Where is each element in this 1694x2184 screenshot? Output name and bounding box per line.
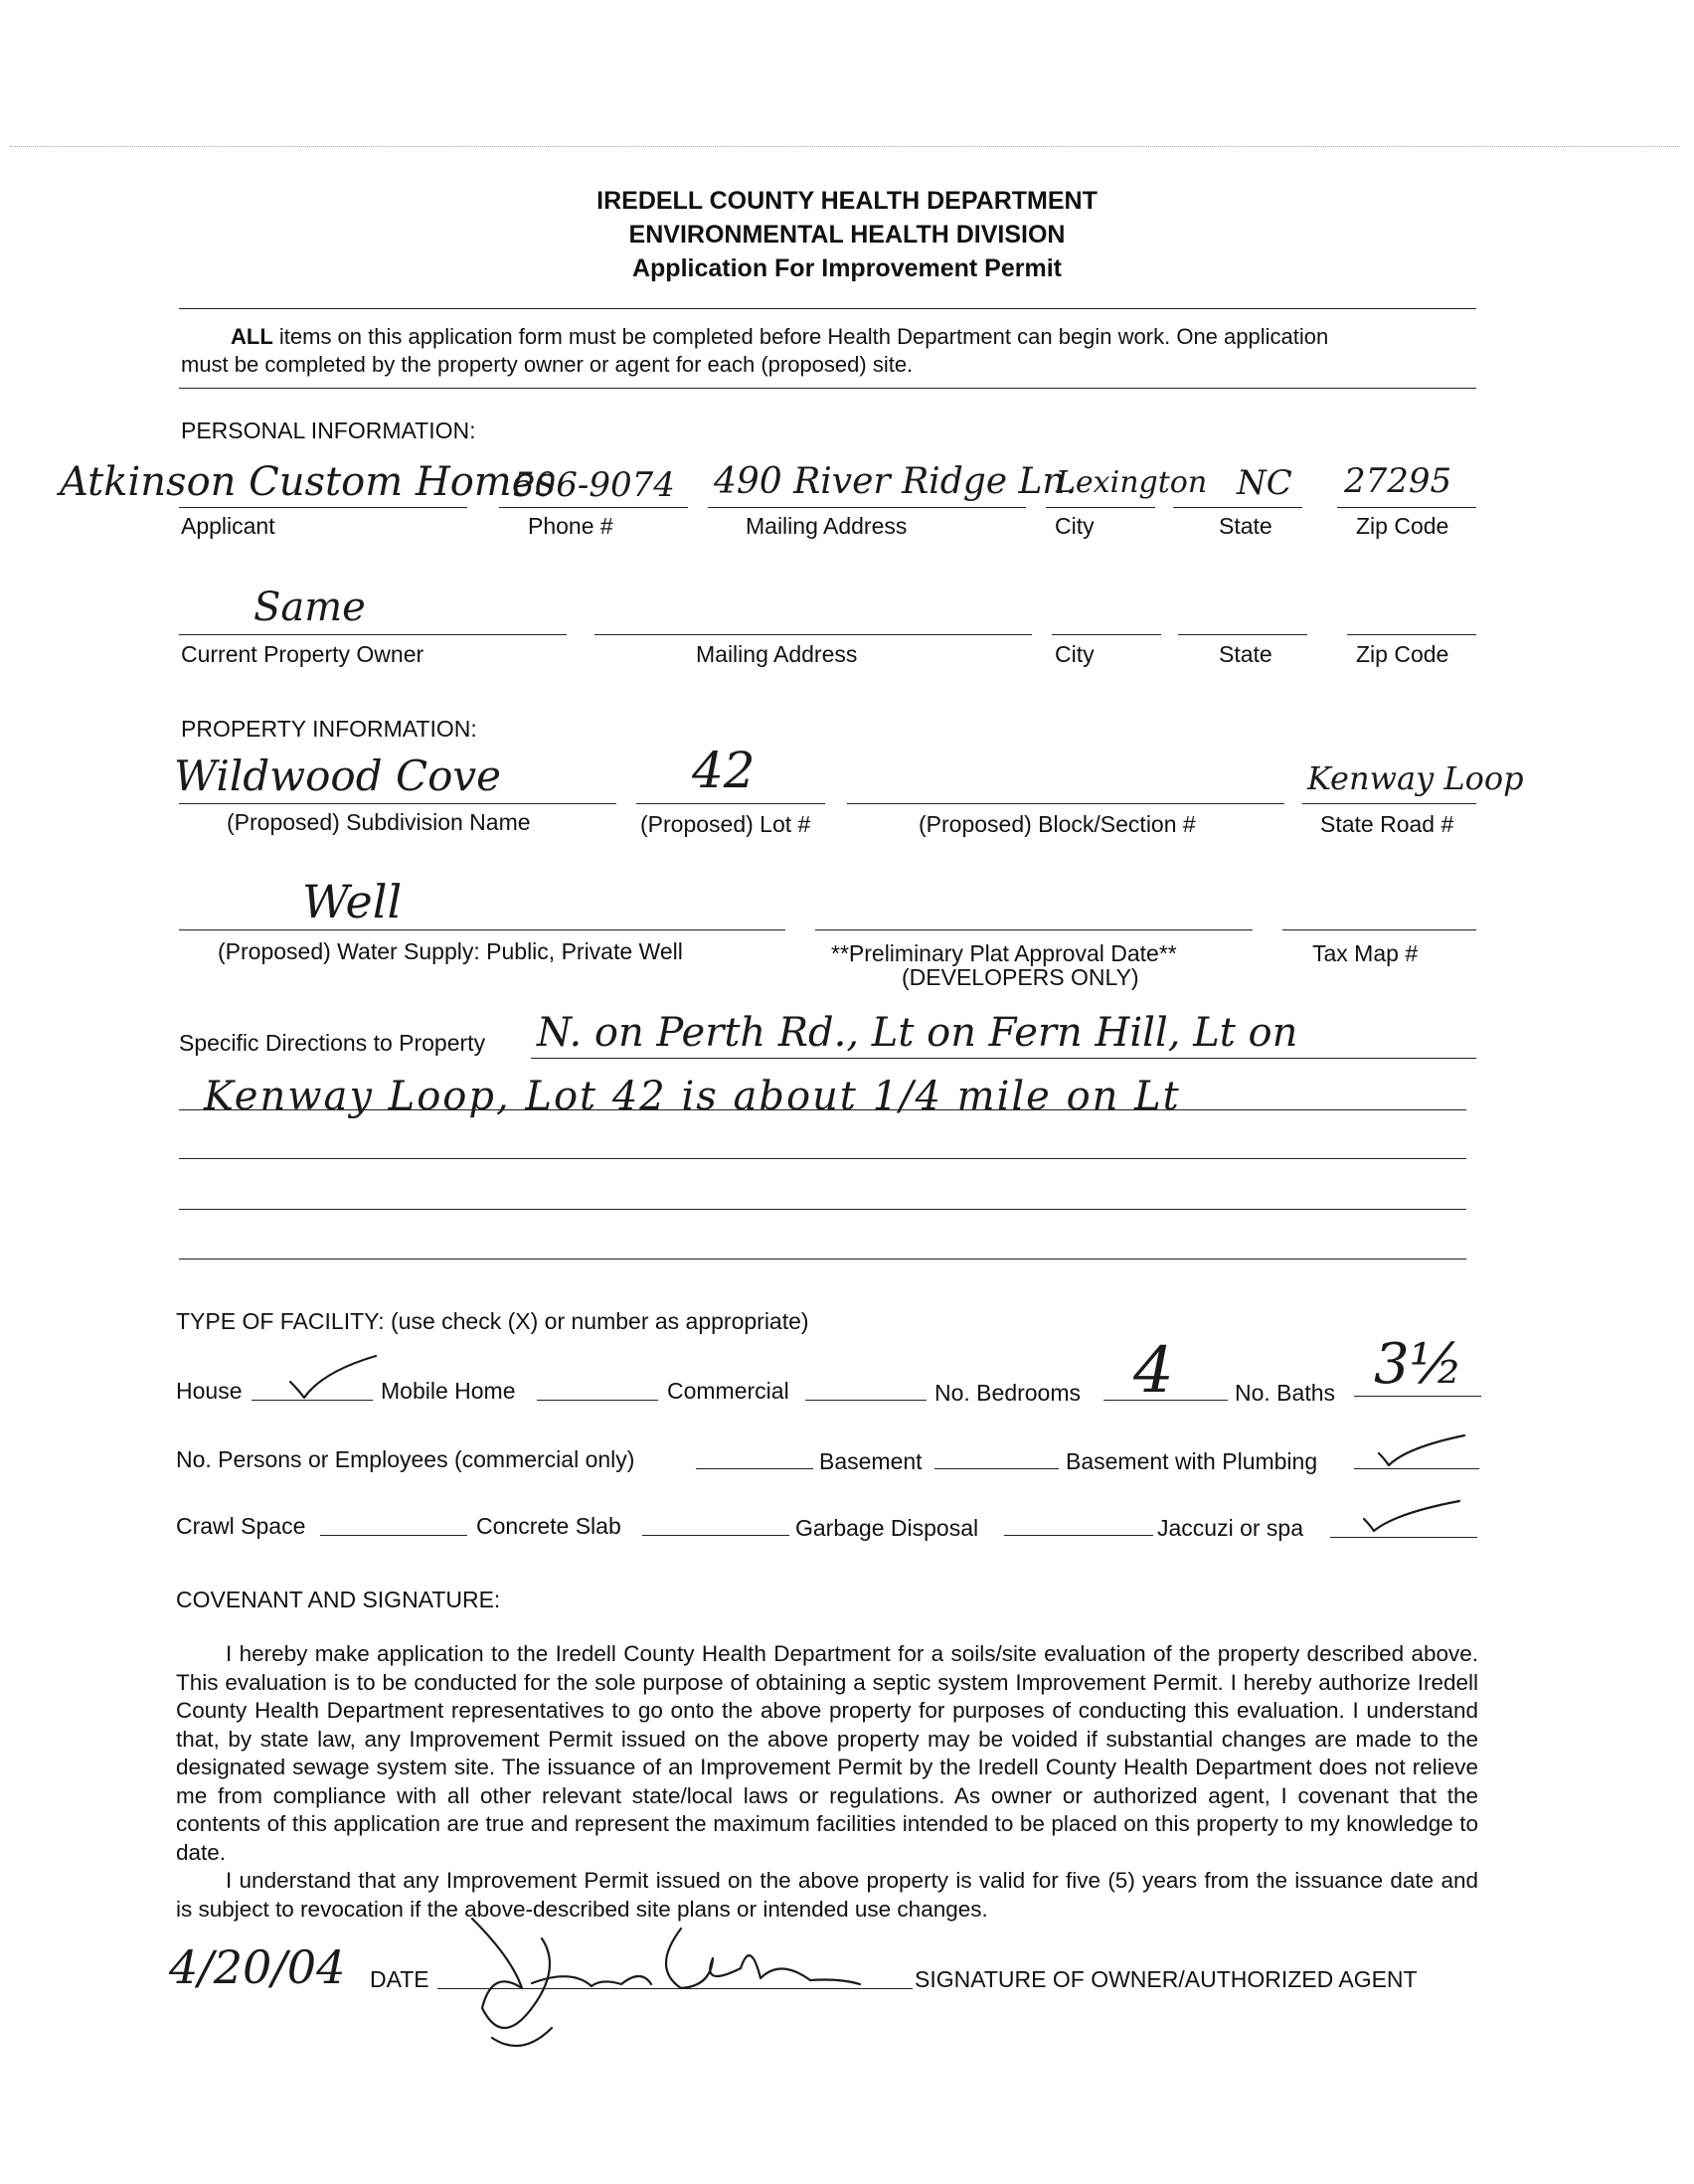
taxmap-label: Tax Map #: [1312, 940, 1419, 966]
city-label: City: [1055, 513, 1095, 539]
owner-city-label: City: [1055, 641, 1095, 667]
owner-zip-line: [1347, 634, 1476, 635]
crawl-space-label: Crawl Space: [176, 1513, 306, 1539]
mobile-home-label: Mobile Home: [381, 1378, 516, 1404]
directions-line-3: [179, 1158, 1466, 1159]
property-heading: PROPERTY INFORMATION:: [181, 716, 477, 742]
owner-state-line: [1178, 634, 1307, 635]
intro-text-1: items on this application form must be completed before Health Department can begin work. One application: [272, 324, 1329, 349]
zip-value: 27295: [1344, 461, 1452, 501]
owner-mailing-line: [594, 634, 1032, 635]
intro-bold: ALL: [231, 324, 273, 349]
state-value: NC: [1237, 463, 1292, 503]
header-form-name: Application For Improvement Permit: [631, 254, 1062, 282]
basement-line: [934, 1468, 1059, 1469]
covenant-paragraph-1: I hereby make application to the Iredell County Health Department for a soils/site evaluation of the property described above. This evaluation is to be conducted for the sole purpose of obtaining a septic system Improvement Permit. I hereby authorize Iredell County Health Department representatives to go onto the above property for purposes of conducting this evaluation. I understand that, by state law, any Improvement Permit issued on the above property may be voided if substantial changes are made to the designated sewage system site. The issuance of an Improvement Permit by the Iredell County Health Department does not relieve me from compliance with all other relevant state/local laws or regulations. As owner or authorized agent, I covenant that the contents of this application are true and represent the maximum facilities intended to be placed on this property to my knowledge to date.: [176, 1641, 1478, 1865]
directions-value-2: Kenway Loop, Lot 42 is about 1/4 mile on Lt: [204, 1074, 1181, 1119]
owner-city-line: [1052, 634, 1161, 635]
water-value: Well: [302, 875, 403, 928]
directions-line-4: [179, 1209, 1466, 1210]
jacuzzi-checkmark: [1362, 1497, 1461, 1537]
directions-label: Specific Directions to Property: [179, 1030, 486, 1056]
phone-label: Phone #: [528, 513, 613, 539]
concrete-slab-label: Concrete Slab: [476, 1513, 621, 1539]
intro-line-1: [231, 324, 1328, 350]
block-label: (Proposed) Block/Section #: [919, 811, 1196, 837]
owner-signature: [452, 1899, 870, 2058]
house-checkmark: [288, 1352, 378, 1402]
plat-line: [815, 929, 1253, 930]
owner-zip-label: Zip Code: [1356, 641, 1449, 667]
state-road-value: Kenway Loop: [1307, 759, 1524, 797]
plat-sub-label: (DEVELOPERS ONLY): [902, 964, 1139, 990]
covenant-paragraph-2: I understand that any Improvement Permit issued on the above property is valid for five (5) years from the issuance date and is subject to revocation if the above-described site plans or intended use changes.: [176, 1868, 1478, 1922]
phone-value: 506-9074: [513, 465, 675, 505]
header-division: ENVIRONMENTAL HEALTH DIVISION: [628, 221, 1066, 249]
state-road-line: [1302, 803, 1476, 804]
state-line: [1173, 507, 1302, 508]
covenant-heading: COVENANT AND SIGNATURE:: [176, 1587, 501, 1612]
header-title: IREDELL COUNTY HEALTH DEPARTMENT: [596, 187, 1098, 215]
basement-label: Basement: [819, 1448, 923, 1474]
mailing-value: 490 River Ridge Ln.: [714, 461, 1078, 502]
bedrooms-label: No. Bedrooms: [934, 1380, 1082, 1406]
mailing-label: Mailing Address: [746, 513, 908, 539]
basement-plumbing-label: Basement with Plumbing: [1066, 1448, 1318, 1474]
applicant-line: [179, 507, 467, 508]
jacuzzi-line: [1330, 1537, 1477, 1538]
crawl-space-line: [320, 1535, 467, 1536]
persons-label: No. Persons or Employees (commercial only): [176, 1446, 635, 1472]
block-line: [847, 803, 1284, 804]
scan-artifact-line: [10, 146, 1680, 147]
subdivision-label: (Proposed) Subdivision Name: [227, 809, 531, 835]
house-label: House: [176, 1378, 243, 1404]
date-label: DATE: [370, 1966, 429, 1992]
taxmap-line: [1282, 929, 1476, 930]
date-value: 4/20/04: [169, 1940, 346, 1994]
owner-label: Current Property Owner: [181, 641, 424, 667]
city-value: Lexington: [1056, 465, 1208, 500]
facility-heading: TYPE OF FACILITY: (use check (X) or number as appropriate): [176, 1308, 809, 1334]
applicant-value: Atkinson Custom Homes: [60, 459, 556, 505]
directions-line-1: [531, 1058, 1476, 1059]
signature-label: SIGNATURE OF OWNER/AUTHORIZED AGENT: [915, 1966, 1418, 1992]
persons-line: [696, 1468, 813, 1469]
intro-rule: [179, 388, 1476, 389]
phone-line: [499, 507, 688, 508]
garbage-disposal-line: [1004, 1535, 1153, 1536]
basement-plumbing-checkmark: [1377, 1431, 1466, 1471]
subdivision-value: Wildwood Cove: [174, 752, 501, 800]
lot-line: [636, 803, 825, 804]
lot-label: (Proposed) Lot #: [640, 811, 811, 837]
bedrooms-value: 4: [1133, 1334, 1174, 1408]
commercial-label: Commercial: [667, 1378, 789, 1404]
baths-value: 3½: [1374, 1332, 1463, 1397]
header-rule: [179, 308, 1476, 309]
commercial-line: [805, 1400, 927, 1401]
zip-line: [1337, 507, 1476, 508]
mobile-home-line: [537, 1400, 658, 1401]
state-road-label: State Road #: [1320, 811, 1454, 837]
water-line: [179, 929, 785, 930]
owner-line: [179, 634, 567, 635]
owner-state-label: State: [1219, 641, 1272, 667]
zip-label: Zip Code: [1356, 513, 1449, 539]
jacuzzi-label: Jaccuzi or spa: [1157, 1515, 1304, 1541]
plat-label: **Preliminary Plat Approval Date**: [831, 940, 1177, 966]
applicant-label: Applicant: [181, 513, 275, 539]
state-label: State: [1219, 513, 1272, 539]
city-line: [1046, 507, 1155, 508]
baths-label: No. Baths: [1235, 1380, 1335, 1406]
directions-line-5: [179, 1259, 1466, 1260]
lot-value: 42: [692, 742, 756, 799]
directions-line-2: [179, 1109, 1466, 1110]
personal-heading: PERSONAL INFORMATION:: [181, 418, 476, 443]
garbage-disposal-label: Garbage Disposal: [795, 1515, 979, 1541]
intro-line-2: must be completed by the property owner or agent for each (proposed) site.: [181, 352, 914, 377]
subdivision-line: [179, 803, 616, 804]
concrete-slab-line: [642, 1535, 789, 1536]
directions-value-1: N. on Perth Rd., Lt on Fern Hill, Lt on: [537, 1010, 1298, 1056]
covenant-text: [176, 1640, 1478, 1924]
water-label: (Proposed) Water Supply: Public, Private Well: [218, 938, 683, 964]
owner-value: Same: [254, 585, 366, 630]
owner-mailing-label: Mailing Address: [696, 641, 858, 667]
mailing-line: [708, 507, 1026, 508]
